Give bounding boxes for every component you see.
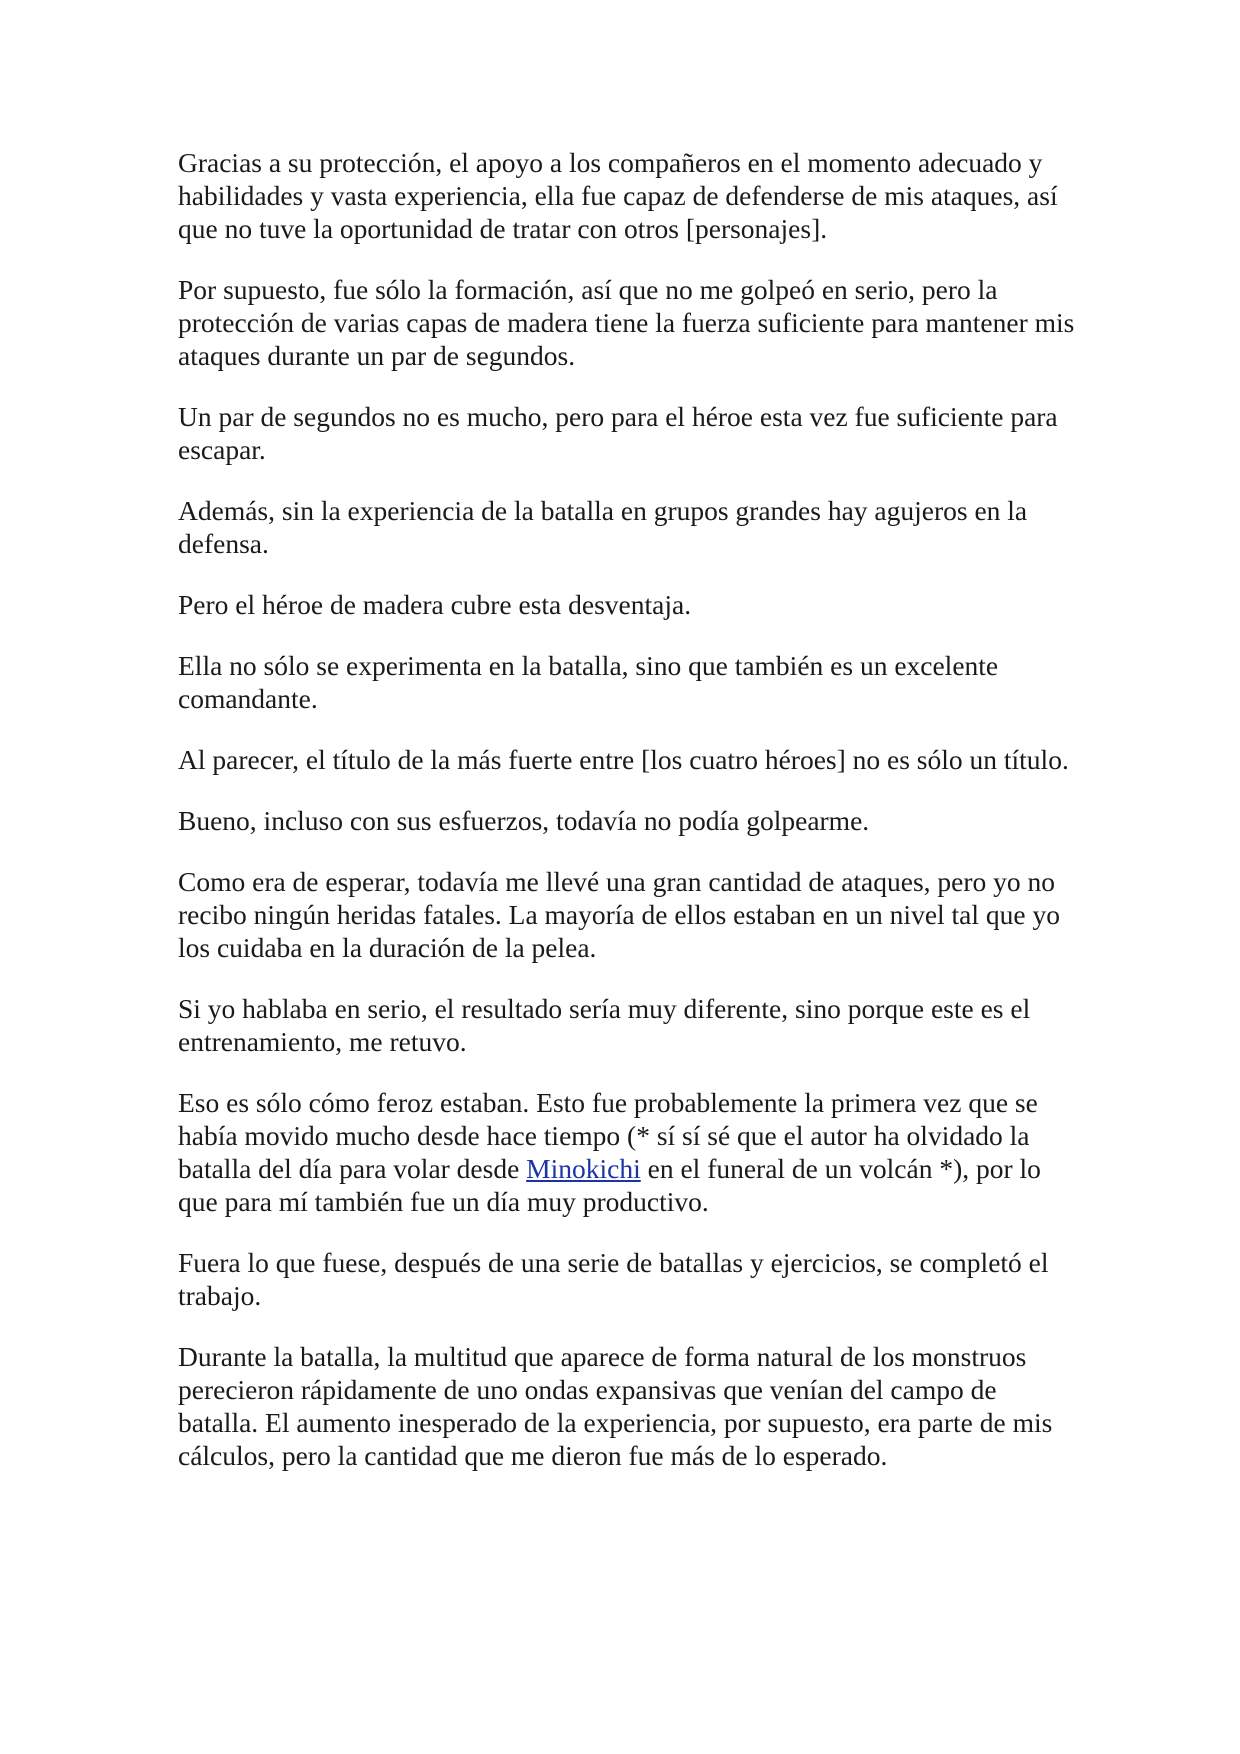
paragraph-10: Si yo hablaba en serio, el resultado sería muy diferente, sino porque este es el entrenamiento, me retuvo. [178, 993, 1031, 1057]
paragraph-13: Durante la batalla, la multitud que aparece de forma natural de los monstruos perecieron rápidamente de uno ondas expansivas que venían del campo de batalla. El aumento inesperado de la experiencia, por supuesto, era parte de mis cálculos, pero la cantidad que me dieron fue más de lo esperado. [178, 1341, 1053, 1471]
minokichi-link[interactable]: Minokichi [526, 1153, 641, 1184]
paragraph-4: Además, sin la experiencia de la batalla en grupos grandes hay agujeros en la defensa. [178, 495, 1028, 559]
paragraph-2: Por supuesto, fue sólo la formación, así que no me golpeó en serio, pero la protección de varias capas de madera tiene la fuerza suficiente para mantener mis ataques durante un par de segundos. [178, 274, 1075, 371]
paragraph-12: Fuera lo que fuese, después de una serie de batallas y ejercicios, se completó el trabajo. [178, 1247, 1049, 1311]
paragraph-1: Gracias a su protección, el apoyo a los compañeros en el momento adecuado y habilidades y vasta experiencia, ella fue capaz de defenderse de mis ataques, así que no tuve la oportunidad de tratar con otros [personajes]. [178, 147, 1058, 244]
paragraph-5: Pero el héroe de madera cubre esta desventaja. [178, 589, 692, 620]
paragraph-8: Bueno, incluso con sus esfuerzos, todavía no podía golpearme. [178, 805, 870, 836]
paragraph-7: Al parecer, el título de la más fuerte entre [los cuatro héroes] no es sólo un título. [178, 744, 1069, 775]
paragraph-11 [178, 1086, 1078, 1218]
paragraph-6: Ella no sólo se experimenta en la batalla, sino que también es un excelente comandante. [178, 650, 999, 714]
document-page [178, 146, 1078, 1500]
paragraph-11-before: Eso es sólo cómo feroz estaban. Esto fue probablemente la primera vez que se había movido mucho desde hace tiempo (* sí sí sé que el autor ha olvidado la batalla del día para volar desde [178, 1087, 1038, 1184]
paragraph-9: Como era de esperar, todavía me llevé una gran cantidad de ataques, pero yo no recibo ningún heridas fatales. La mayoría de ellos estaban en un nivel tal que yo los cuidaba en la duración de la pelea. [178, 866, 1060, 963]
paragraph-3: Un par de segundos no es mucho, pero para el héroe esta vez fue suficiente para escapar. [178, 401, 1058, 465]
paragraph-11-after: en el funeral de un volcán *), por lo que para mí también fue un día muy productivo. [178, 1153, 1041, 1217]
